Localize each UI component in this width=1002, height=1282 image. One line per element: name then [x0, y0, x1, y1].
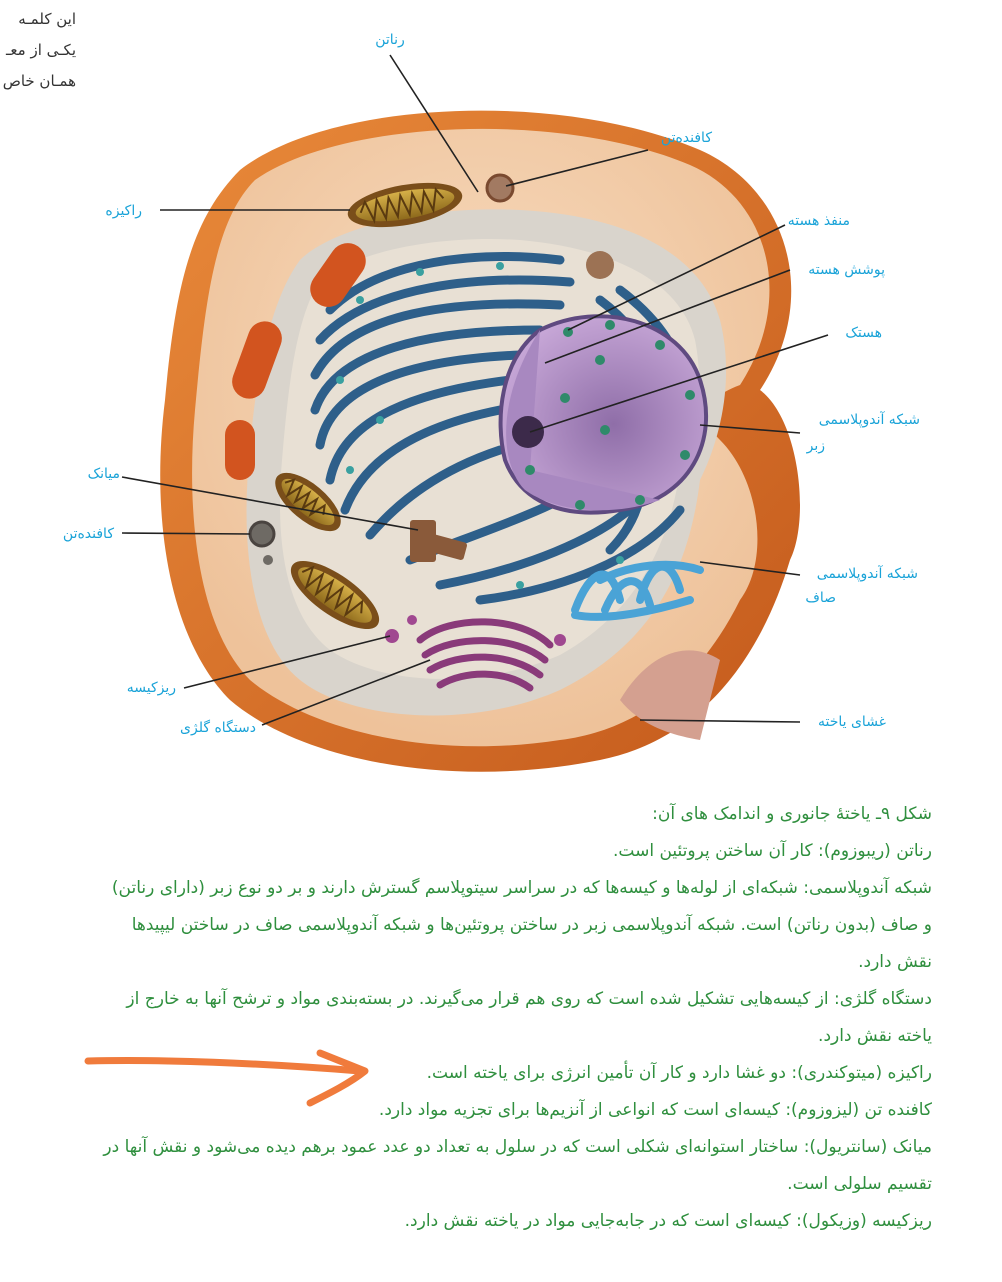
label-nucleolus: هستک: [845, 325, 882, 341]
corner-text-line: همـان خاص: [2, 72, 76, 90]
label-mitochondrion: راکیزه: [105, 203, 142, 219]
caption-golgi: دستگاه گلژی: از کیسه‌هایی تشکیل شده است که روی هم قرار می‌گیرند. در بسته‌بندی مواد و ترشح آنها به خارج از یاخته نقش دارد.: [126, 989, 932, 1046]
label-smooth-er: شبکه آندوپلاسمی: [816, 566, 918, 582]
label-nuclear-envelope: پوشش هسته: [808, 262, 885, 278]
label-lysosome-top: کافنده‌تن: [660, 130, 712, 146]
nucleus: [501, 316, 707, 512]
caption-lysosome: کافنده تن (لیزوزوم): کیسه‌ای است که انواعی از آنزیم‌ها برای تجزیه مواد دارد.: [378, 1100, 932, 1120]
label-ribosome-top: رناتن: [375, 32, 405, 48]
highlight-arrow-icon: [80, 1045, 380, 1115]
label-rough-er: شبکه آندوپلاسمی: [818, 412, 920, 428]
label-membrane: غشای یاخته: [817, 714, 886, 730]
label-lysosome-left: کافنده‌تن: [62, 526, 114, 542]
figure-caption: [100, 796, 932, 1240]
label-centriole: میانک: [87, 466, 120, 482]
corner-text-line: یکـی از معـ: [6, 41, 76, 59]
label-vesicle: ریزکیسه: [126, 680, 176, 696]
nucleolus: [512, 416, 544, 448]
label-nuclear-pore: منفذ هسته: [787, 213, 850, 229]
label-rough-er-2: زبر: [806, 438, 825, 454]
corner-text-line: این کلمـه: [18, 10, 76, 28]
label-smooth-er-2: صاف: [805, 590, 836, 606]
caption-title: شکل ۹ـ یاختۀ جانوری و اندامک های آن:: [652, 804, 932, 824]
caption-mitochondrion: راکیزه (میتوکندری): دو غشا دارد و کار آن تأمین انرژی برای یاخته است.: [426, 1063, 932, 1083]
caption-ribosome: رناتن (ریبوزوم): کار آن ساختن پروتئین است.: [612, 841, 932, 861]
label-golgi: دستگاه گلژی: [180, 720, 256, 736]
caption-er: شبکه آندوپلاسمی: شبکه‌ای از لوله‌ها و کیسه‌ها که در سراسر سیتوپلاسم گسترش دارند و بر دو نوع زبر (دارای رناتن) و صاف (بدون رناتن) است. شبکه آندوپلاسمی زبر در ساختن پروتئین‌ها و شبکه آندوپلاسمی صاف در ساختن لیپیدها نقش دارد.: [111, 878, 932, 972]
caption-centriole: میانک (سانتریول): ساختار استوانه‌ای شکلی است که در سلول به تعداد دو عدد عمود برهم دیده می‌شود و نقش آنها در تقسیم سلولی است.: [103, 1137, 932, 1194]
caption-vesicle: ریزکیسه (وزیکول): کیسه‌ای است که در جابه‌جایی مواد در یاخته نقش دارد.: [404, 1211, 932, 1231]
